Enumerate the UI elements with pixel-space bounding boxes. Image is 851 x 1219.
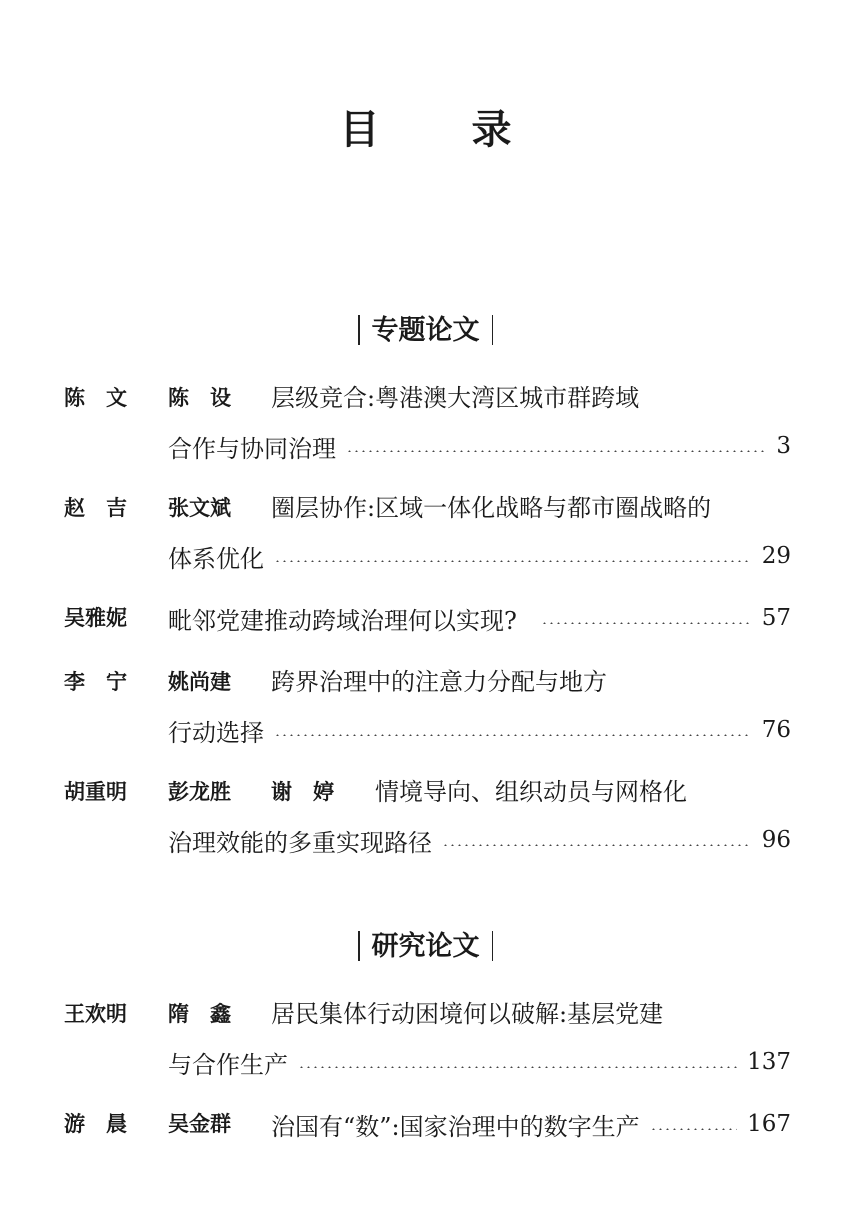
section-header [0,308,851,347]
page-title-char: 录 [471,106,512,153]
dot-leader [274,734,752,736]
entry-title: 层级竞合:粤港澳大湾区城市群跨域 [271,384,640,412]
page-title-char: 目 [339,106,380,153]
page-number: 29 [761,543,791,569]
dot-leader [442,844,752,846]
author-name: 陈 设 [168,386,231,410]
page-number: 167 [747,1111,791,1137]
dot-leader [346,450,766,452]
section-header-label: 研究论文 [371,931,480,962]
author-name: 吴金群 [168,1112,231,1136]
author-name: 姚尚建 [168,670,231,694]
entry-title-continued: 行动选择 [168,718,264,747]
page-title [0,98,851,155]
entry-title-continued: 与合作生产 [168,1050,288,1079]
page-number: 137 [747,1049,791,1075]
author-name: 李 宁 [64,670,127,694]
author-name: 隋 鑫 [168,1002,231,1026]
divider [492,315,494,345]
dot-leader [274,560,752,562]
author-name: 赵 吉 [64,496,127,520]
entry-title-continued: 合作与协同治理 [168,434,336,463]
divider [358,931,360,961]
author-name: 游 晨 [64,1112,127,1136]
divider [492,931,494,961]
page-number: 3 [776,433,791,459]
dot-leader [298,1066,737,1068]
author-name: 吴雅妮 [64,606,127,630]
entry-title: 圈层协作:区域一体化战略与都市圈战略的 [271,494,712,522]
entry-title: 跨界治理中的注意力分配与地方 [271,668,607,696]
entry-title: 治国有“数”:国家治理中的数字生产 [271,1112,640,1141]
author-name: 张文斌 [168,496,231,520]
dot-leader [650,1128,737,1130]
author-name: 王欢明 [64,1002,127,1026]
page-number: 96 [761,827,791,853]
entry-title: 居民集体行动困境何以破解:基层党建 [271,1000,664,1028]
page-number: 76 [761,717,791,743]
entry-title: 毗邻党建推动跨域治理何以实现? [168,606,517,635]
entry-title-continued: 治理效能的多重实现路径 [168,828,432,857]
entry-title-continued: 体系优化 [168,544,264,573]
dot-leader [541,622,752,624]
section-header [0,924,851,963]
entry-title: 情境导向、组织动员与网格化 [375,778,687,806]
page-number: 57 [761,605,791,631]
author-name: 彭龙胜 [168,780,231,804]
section-header-label: 专题论文 [371,315,480,346]
author-name: 谢 婷 [271,780,334,804]
author-name: 陈 文 [64,386,127,410]
author-name: 胡重明 [64,780,127,804]
divider [358,315,360,345]
